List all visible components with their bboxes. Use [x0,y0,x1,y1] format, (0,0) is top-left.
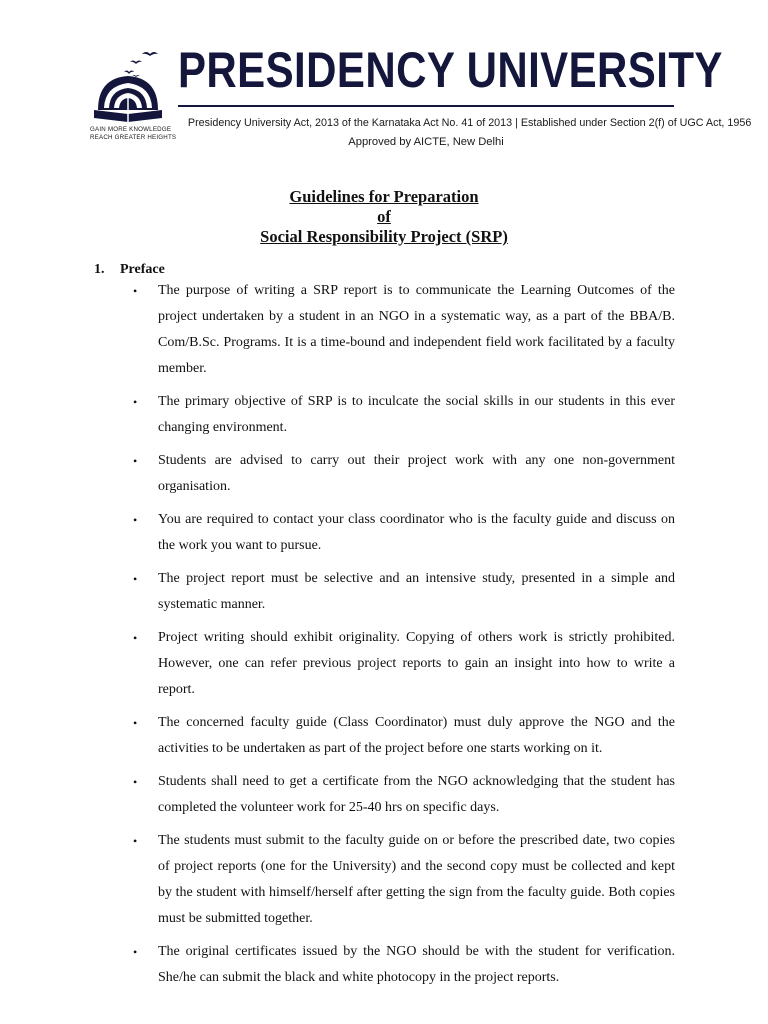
list-item-text: Students are advised to carry out their project work with any one non-government organisation. [158,453,675,494]
list-item [130,448,675,500]
bullet-icon: • [133,834,138,848]
title-line-2: of [377,207,391,226]
bullet-icon: • [133,945,138,959]
list-item-text: Students shall need to get a certificate from the NGO acknowledging that the student has completed the volunteer work for 25-40 hrs on specific days. [158,774,675,815]
list-item-text: The students must submit to the faculty guide on or before the prescribed date, two copies of project reports (one for the University) and the second copy must be collected and kept by the student with himself/herself after getting the sign from the faculty guide. Both copies must be submitted together. [158,833,675,926]
list-item-text: You are required to contact your class coordinator who is the faculty guide and discuss on the work you want to pursue. [158,512,675,553]
title-line-3: Social Responsibility Project (SRP) [260,227,508,246]
bullet-icon: • [133,572,138,586]
list-item [130,769,675,821]
list-item [130,939,675,991]
document-title [0,187,768,247]
list-item [130,389,675,441]
bullet-icon: • [133,631,138,645]
list-item-text: The project report must be selective and an intensive study, presented in a simple and systematic manner. [158,571,675,612]
title-line-1: Guidelines for Preparation [289,187,479,206]
bullet-icon: • [133,284,138,298]
book-and-birds-logo-icon [90,48,172,128]
university-logo [90,48,177,148]
bullet-icon: • [133,454,138,468]
list-item [130,625,675,703]
act-statement: Presidency University Act, 2013 of the Karnataka Act No. 41 of 2013 | Established under Section 2(f) of UGC Act, 1956 [187,117,752,129]
list-item-text: The primary objective of SRP is to inculcate the social skills in our students in this ever changing environment. [158,394,675,435]
approval-statement: Approved by AICTE, New Delhi [348,136,504,148]
motto-line-1: GAIN MORE KNOWLEDGE [90,126,172,133]
list-item [130,828,675,932]
bullet-icon: • [133,395,138,409]
section-number: 1. [94,262,105,277]
motto-line-2: REACH GREATER HEIGHTS [90,134,177,141]
preface-list [130,278,675,998]
list-item [130,710,675,762]
bullet-icon: • [133,513,138,527]
list-item [130,566,675,618]
list-item-text: The original certificates issued by the NGO should be with the student for verification. She/he can submit the black and white photocopy in the project reports. [158,944,675,985]
list-item [130,278,675,382]
list-item-text: The concerned faculty guide (Class Coordinator) must duly approve the NGO and the activities to be undertaken as part of the project before one starts working on it. [158,715,675,756]
bullet-icon: • [133,716,138,730]
header-divider [178,105,674,107]
letterhead [0,0,768,160]
list-item-text: The purpose of writing a SRP report is to communicate the Learning Outcomes of the project undertaken by a student in an NGO in a systematic way, as a part of the BBA/B. Com/B.Sc. Programs. It is a time-bound and independent field work facilitated by a faculty member. [158,283,675,376]
list-item-text: Project writing should exhibit originality. Copying of others work is strictly prohibited. However, one can refer previous project reports to gain an insight into how to write a report. [158,630,675,697]
list-item [130,507,675,559]
bullet-icon: • [133,775,138,789]
university-name: PRESIDENCY UNIVERSITY [178,42,723,98]
section-heading [94,261,165,279]
university-motto [90,126,177,142]
section-title: Preface [120,262,165,277]
